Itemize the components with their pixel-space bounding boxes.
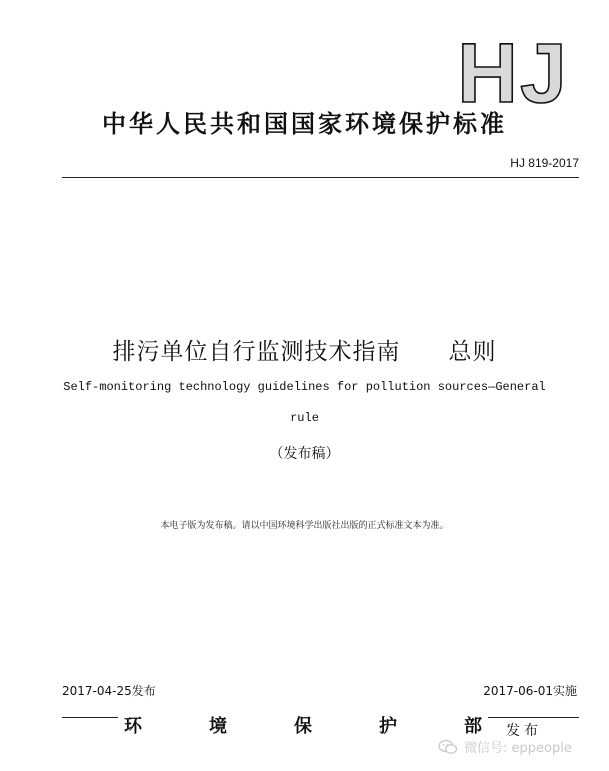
top-divider	[62, 177, 579, 178]
edition-note: 本电子版为发布稿。请以中国环境科学出版社出版的正式标准文本为准。	[160, 521, 449, 531]
issuer-char: 护	[379, 716, 397, 737]
implementation-date: 2017-06-01实施	[483, 684, 577, 698]
hj-logo	[448, 32, 578, 108]
issue-date: 2017-04-25发布	[62, 684, 156, 698]
english-title-line2: rule	[290, 411, 319, 425]
english-title-line1: Self-monitoring technology guidelines for pollution sources—General	[63, 380, 546, 394]
issuer-name	[118, 712, 488, 738]
issuer-char: 部	[464, 716, 482, 737]
issuer-char: 环	[124, 716, 142, 737]
issuer-suffix: 发布	[506, 720, 542, 740]
wechat-watermark	[438, 737, 572, 756]
watermark-text: 微信号: eppeople	[464, 741, 572, 756]
issuer-char: 保	[294, 716, 312, 737]
standard-number: HJ 819-2017	[510, 156, 579, 170]
draft-label: （发布稿）	[269, 446, 340, 462]
chinese-title: 排污单位自行监测技术指南 总则	[112, 339, 497, 365]
hj-logo-text: HJ	[457, 32, 569, 108]
wechat-icon	[438, 739, 458, 755]
issuer-char: 境	[209, 716, 227, 737]
org-title: 中华人民共和国国家环境保护标准	[102, 110, 507, 138]
